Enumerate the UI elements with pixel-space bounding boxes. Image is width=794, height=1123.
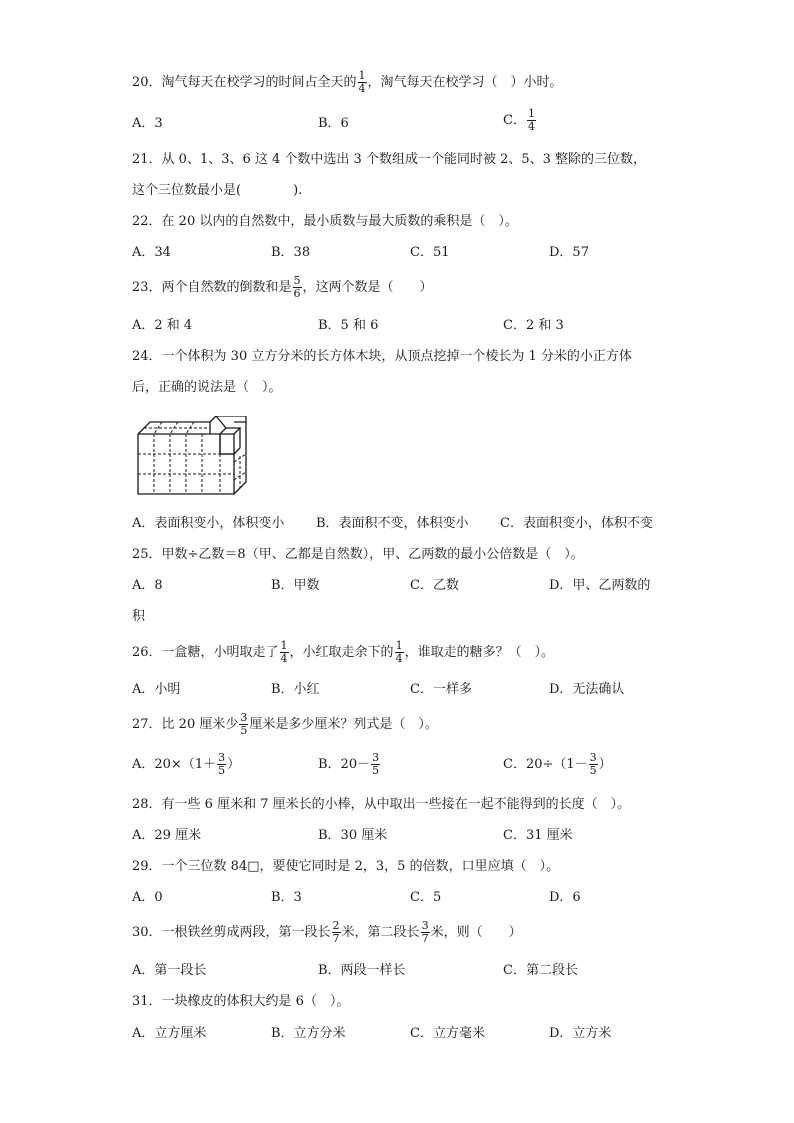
q25-option-c[interactable]: C．乙数: [410, 578, 459, 593]
q22-option-a[interactable]: A．34: [132, 245, 171, 260]
q20-option-a[interactable]: A．3: [132, 116, 163, 131]
q21-stem-line2: 这个三位数最小是( ).: [132, 183, 303, 198]
q28-option-c[interactable]: C．31 厘米: [503, 828, 573, 843]
q27-option-b[interactable]: B．20－ $\frac{3}{5}$: [318, 751, 380, 777]
q31-stem: 31．一块橡皮的体积大约是 6（ ）。: [132, 994, 350, 1009]
fraction: $\frac{3}{5}$: [589, 751, 597, 777]
q29-stem: 29．一个三位数 84□，要使它同时是 2，3，5 的倍数，口里应填（ ）。: [132, 859, 560, 874]
q24-stem-line1: 24．一个体积为 30 立方分米的长方体木块，从顶点挖掉一个棱长为 1 分米的小正方体: [132, 349, 632, 364]
fraction: $\frac{1}{4}$: [358, 69, 366, 95]
q23-stem: 23．两个自然数的倒数和是 $\frac{5}{6}$ ，这两个数是（ ）: [132, 274, 433, 300]
q24-option-a[interactable]: A．表面积变小，体积变小: [132, 516, 285, 531]
q29-option-d[interactable]: D．6: [549, 890, 581, 905]
q25-option-b[interactable]: B．甲数: [271, 578, 320, 593]
q27-stem: 27．比 20 厘米少 $\frac{3}{5}$ 厘米是多少厘米？列式是（ ）。: [132, 711, 438, 737]
q28-option-a[interactable]: A．29 厘米: [132, 828, 202, 843]
fraction: $\frac{3}{5}$: [372, 751, 380, 777]
q29-option-c[interactable]: C．5: [410, 890, 442, 905]
q25-option-d[interactable]: D．甲、乙两数的: [549, 578, 651, 593]
q31-option-a[interactable]: A．立方厘米: [132, 1026, 207, 1041]
q21-stem-line1: 21．从 0、1、3、6 这 4 个数中选出 3 个数组成一个能同时被 2、5、3 整除的三位数，: [132, 152, 647, 167]
fraction: $\frac{3}{5}$: [218, 751, 226, 777]
q28-option-b[interactable]: B．30 厘米: [318, 828, 388, 843]
q25-stem: 25．甲数÷乙数＝8（甲、乙都是自然数），甲、乙两数的最小公倍数是（ ）。: [132, 547, 584, 562]
q22-option-d[interactable]: D．57: [549, 245, 589, 260]
q31-option-c[interactable]: C．立方毫米: [410, 1026, 485, 1041]
q31-option-b[interactable]: B．立方分米: [271, 1026, 346, 1041]
q25-option-d-continued: 积: [132, 609, 146, 624]
q29-option-a[interactable]: A．0: [132, 890, 163, 905]
q20-stem: 20．淘气每天在校学习的时间占全天的 $\frac{1}{4}$ ，淘气每天在校学习（ ）小时。: [132, 69, 563, 95]
q23-option-a[interactable]: A．2 和 4: [132, 318, 193, 333]
fraction: $\frac{2}{7}$: [332, 919, 340, 945]
q22-option-b[interactable]: B．38: [271, 245, 311, 260]
cuboid-figure: [136, 416, 252, 498]
q30-option-a[interactable]: A．第一段长: [132, 963, 207, 978]
q30-option-c[interactable]: C．第二段长: [503, 963, 578, 978]
q26-option-b[interactable]: B．小红: [271, 682, 320, 697]
q23-option-c[interactable]: C．2 和 3: [503, 318, 564, 333]
fraction: $\frac{3}{5}$: [240, 711, 248, 737]
fraction: $\frac{3}{7}$: [421, 919, 429, 945]
fraction: $\frac{1}{4}$: [395, 639, 403, 665]
q26-option-d[interactable]: D．无法确认: [549, 682, 625, 697]
q31-option-d[interactable]: D．立方米: [549, 1026, 612, 1041]
q22-option-c[interactable]: C．51: [410, 245, 450, 260]
fraction: $\frac{5}{6}$: [293, 274, 301, 300]
q22-stem: 22．在 20 以内的自然数中，最小质数与最大质数的乘积是（ ）。: [132, 214, 518, 229]
q24-stem-line2: 后，正确的说法是（ ）。: [132, 380, 282, 395]
q29-option-b[interactable]: B．3: [271, 890, 302, 905]
fraction: $\frac{1}{4}$: [527, 107, 535, 133]
q26-option-c[interactable]: C．一样多: [410, 682, 472, 697]
q28-stem: 28．有一些 6 厘米和 7 厘米长的小棒，从中取出一些接在一起不能得到的长度（ ）。: [132, 797, 631, 812]
q20-option-b[interactable]: B．6: [318, 116, 349, 131]
q30-option-b[interactable]: B．两段一样长: [318, 963, 406, 978]
q24-option-b[interactable]: B．表面积不变，体积变小: [316, 516, 469, 531]
q24-option-c[interactable]: C．表面积变小，体积不变: [500, 516, 653, 531]
q26-option-a[interactable]: A．小明: [132, 682, 181, 697]
q27-option-c[interactable]: C．20÷（1－ $\frac{3}{5}$ ）: [503, 751, 612, 777]
q25-option-a[interactable]: A．8: [132, 578, 163, 593]
fraction: $\frac{1}{4}$: [280, 639, 288, 665]
q23-option-b[interactable]: B．5 和 6: [318, 318, 379, 333]
q27-option-a[interactable]: A．20×（1＋ $\frac{3}{5}$ ）: [132, 751, 241, 777]
q20-option-c[interactable]: C． $\frac{1}{4}$: [503, 107, 535, 133]
q30-stem: 30．一根铁丝剪成两段，第一段长 $\frac{2}{7}$ 米，第二段长 $\frac{3}{7}$ 米，则（ ）: [132, 919, 522, 945]
q26-stem: 26．一盒糖，小明取走了 $\frac{1}{4}$ ，小红取走余下的 $\frac{1}{4}$ ，谁取走的糖多？（ ）。: [132, 639, 555, 665]
